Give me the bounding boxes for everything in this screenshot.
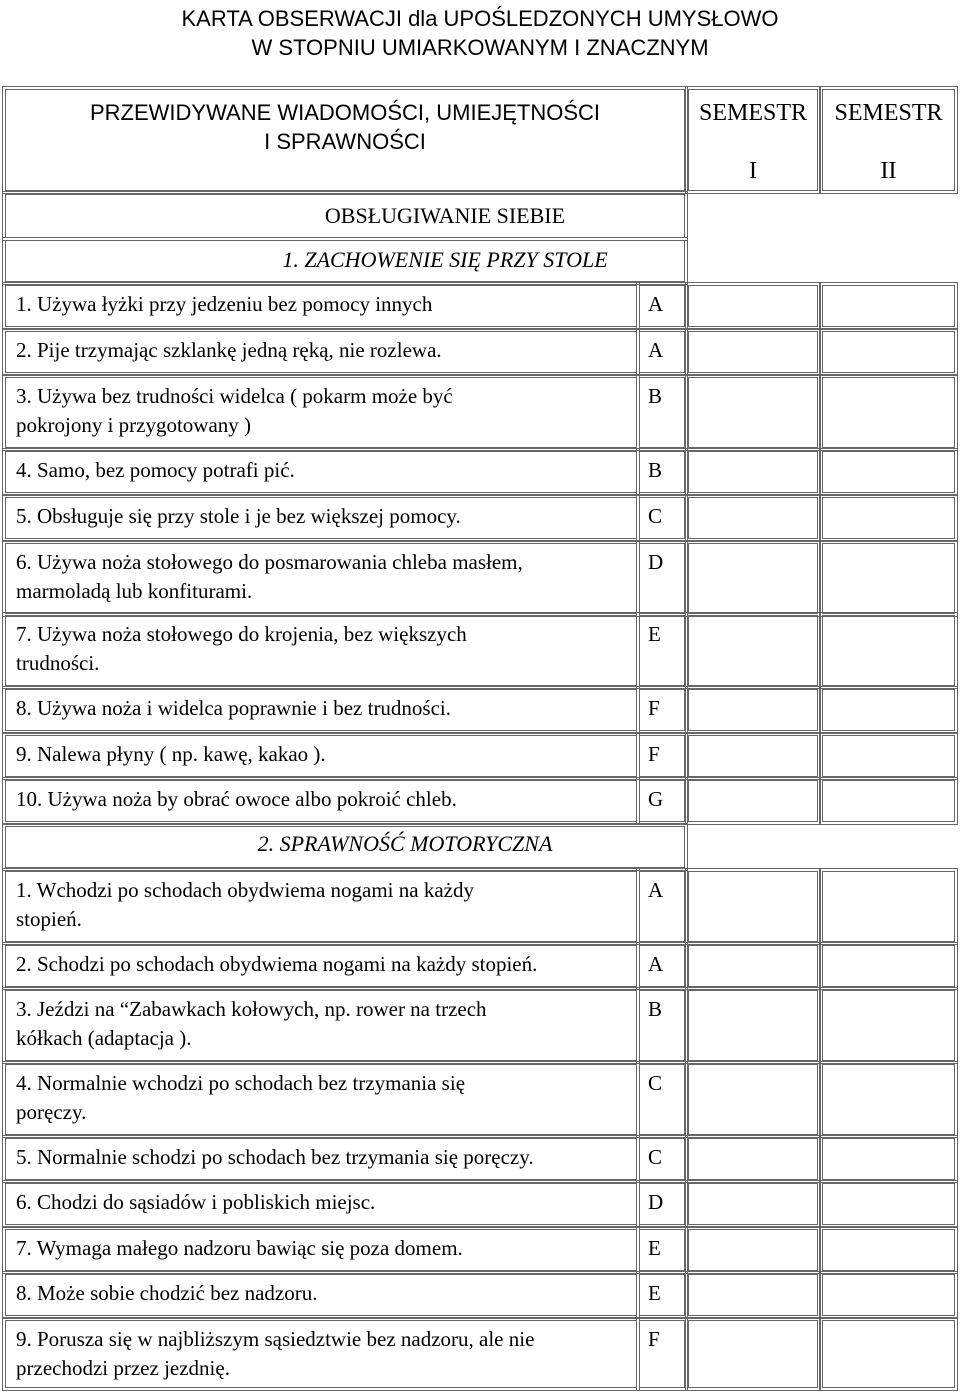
semester-2-checkbox-cell bbox=[822, 1183, 955, 1225]
semester-2-checkbox-cell bbox=[822, 945, 955, 987]
item-level-letter: F bbox=[639, 689, 685, 731]
subsection-2-heading: 2. SPRAWNOŚĆ MOTORYCZNA bbox=[257, 831, 553, 856]
semester-2-checkbox-cell bbox=[822, 615, 955, 686]
semester-1-checkbox-cell bbox=[688, 497, 818, 539]
item-row-text bbox=[5, 451, 637, 493]
semester-1-checkbox-cell bbox=[688, 735, 818, 777]
item-level-letter: E bbox=[639, 615, 685, 686]
subsection-1-heading: 1. ZACHOWENIE SIĘ PRZY STOLE bbox=[282, 247, 608, 272]
header-semester-1 bbox=[688, 89, 818, 191]
item-text-line-1: 3. Jeździ na “Zabawkach kołowych, np. rower na trzech bbox=[16, 997, 487, 1021]
item-text-line-1: 8. Używa noża i widelca poprawnie i bez trudności. bbox=[16, 696, 452, 720]
item-row-text bbox=[5, 615, 637, 686]
semester-1-label: SEMESTR bbox=[698, 100, 808, 126]
semester-1-checkbox-cell bbox=[688, 451, 818, 493]
item-text-line-1: 2. Schodzi po schodach obydwiema nogami na każdy stopień. bbox=[16, 952, 538, 976]
header-skills-line-2: I SPRAWNOŚCI bbox=[264, 129, 426, 154]
item-level-letter: A bbox=[639, 331, 685, 373]
semester-1-checkbox-cell bbox=[688, 990, 818, 1061]
semester-1-checkbox-cell bbox=[688, 689, 818, 731]
semester-2-checkbox-cell bbox=[822, 285, 955, 327]
item-level-letter: C bbox=[639, 1064, 685, 1135]
semester-1-checkbox-cell bbox=[688, 1320, 818, 1388]
item-row-text bbox=[5, 1138, 637, 1180]
item-text-line-2: poręczy. bbox=[16, 1100, 87, 1124]
semester-1-checkbox-cell bbox=[688, 543, 818, 614]
item-row-text bbox=[5, 1183, 637, 1225]
item-level-letter: B bbox=[639, 451, 685, 493]
item-text-line-1: 4. Samo, bez pomocy potrafi pić. bbox=[16, 458, 295, 482]
semester-1-checkbox-cell bbox=[688, 871, 818, 942]
semester-2-label: SEMESTR bbox=[834, 100, 943, 126]
semester-1-checkbox-cell bbox=[688, 285, 818, 327]
item-text-line-1: 1. Używa łyżki przy jedzeniu bez pomocy innych bbox=[16, 292, 433, 316]
item-level-letter: F bbox=[639, 1320, 685, 1388]
header-semester-2 bbox=[822, 89, 955, 191]
item-level-letter: B bbox=[639, 377, 685, 448]
title-line-2: W STOPNIU UMIARKOWANYM I ZNACZNYM bbox=[251, 35, 709, 60]
item-row-text bbox=[5, 1320, 637, 1388]
semester-2-checkbox-cell bbox=[822, 1064, 955, 1135]
item-row-text bbox=[5, 990, 637, 1061]
header-skills-cell bbox=[5, 89, 685, 191]
item-text-line-2: pokrojony i przygotowany ) bbox=[16, 413, 252, 437]
item-level-letter: A bbox=[639, 285, 685, 327]
item-level-letter: A bbox=[639, 945, 685, 987]
item-text-line-1: 9. Nalewa płyny ( np. kawę, kakao ). bbox=[16, 742, 326, 766]
item-row-text bbox=[5, 331, 637, 373]
item-level-letter: G bbox=[639, 780, 685, 822]
item-level-letter: E bbox=[639, 1274, 685, 1316]
semester-1-checkbox-cell bbox=[688, 1274, 818, 1316]
semester-2-checkbox-cell bbox=[822, 1320, 955, 1388]
item-row-text bbox=[5, 1274, 637, 1316]
item-text-line-1: 10. Używa noża by obrać owoce albo pokroić chleb. bbox=[16, 787, 457, 811]
item-text-line-2: kółkach (adaptacja ). bbox=[16, 1026, 192, 1050]
item-text-line-1: 8. Może sobie chodzić bez nadzoru. bbox=[16, 1281, 318, 1305]
item-row-text bbox=[5, 377, 637, 448]
item-text-line-2: przechodzi przez jezdnię. bbox=[16, 1356, 230, 1380]
item-text-line-1: 5. Obsługuje się przy stole i je bez większej pomocy. bbox=[16, 504, 461, 528]
semester-2-checkbox-cell bbox=[822, 1229, 955, 1271]
section-heading-row bbox=[5, 194, 685, 238]
item-level-letter: F bbox=[639, 735, 685, 777]
item-level-letter: A bbox=[639, 871, 685, 942]
item-text-line-2: stopień. bbox=[16, 907, 82, 931]
semester-1-checkbox-cell bbox=[688, 780, 818, 822]
item-level-letter: E bbox=[639, 1229, 685, 1271]
item-row-text bbox=[5, 1229, 637, 1271]
document-title bbox=[0, 4, 960, 62]
item-text-line-1: 3. Używa bez trudności widelca ( pokarm może być bbox=[16, 384, 453, 408]
title-line-1: KARTA OBSERWACJI dla UPOŚLEDZONYCH UMYSŁOWO bbox=[181, 6, 779, 31]
semester-1-checkbox-cell bbox=[688, 615, 818, 686]
item-text-line-1: 9. Porusza się w najbliższym sąsiedztwie bez nadzoru, ale nie bbox=[16, 1327, 535, 1351]
item-row-text bbox=[5, 871, 637, 942]
item-row-text bbox=[5, 1064, 637, 1135]
subsection-1-row bbox=[5, 240, 685, 282]
semester-1-checkbox-cell bbox=[688, 331, 818, 373]
item-row-text bbox=[5, 945, 637, 987]
item-row-text bbox=[5, 285, 637, 327]
item-text-line-1: 2. Pije trzymając szklankę jedną ręką, nie rozlewa. bbox=[16, 338, 442, 362]
semester-1-checkbox-cell bbox=[688, 1229, 818, 1271]
section-heading: OBSŁUGIWANIE SIEBIE bbox=[324, 203, 566, 228]
semester-2-checkbox-cell bbox=[822, 1138, 955, 1180]
item-text-line-1: 7. Używa noża stołowego do krojenia, bez większych bbox=[16, 622, 467, 646]
semester-2-checkbox-cell bbox=[822, 990, 955, 1061]
header-skills-line-1: PRZEWIDYWANE WIADOMOŚCI, UMIEJĘTNOŚCI bbox=[89, 100, 601, 125]
semester-1-checkbox-cell bbox=[688, 1138, 818, 1180]
item-text-line-1: 1. Wchodzi po schodach obydwiema nogami na każdy bbox=[16, 878, 474, 902]
subsection-2-row bbox=[5, 826, 685, 868]
item-text-line-2: marmoladą lub konfiturami. bbox=[16, 579, 253, 603]
semester-2-number: II bbox=[880, 158, 897, 184]
semester-1-checkbox-cell bbox=[688, 945, 818, 987]
item-row-text bbox=[5, 735, 637, 777]
semester-2-checkbox-cell bbox=[822, 377, 955, 448]
semester-2-checkbox-cell bbox=[822, 1274, 955, 1316]
item-text-line-1: 4. Normalnie wchodzi po schodach bez trzymania się bbox=[16, 1071, 466, 1095]
item-level-letter: C bbox=[639, 1138, 685, 1180]
item-level-letter: D bbox=[639, 543, 685, 614]
semester-2-checkbox-cell bbox=[822, 735, 955, 777]
semester-1-checkbox-cell bbox=[688, 1183, 818, 1225]
semester-1-number: I bbox=[749, 158, 757, 184]
semester-2-checkbox-cell bbox=[822, 689, 955, 731]
semester-2-checkbox-cell bbox=[822, 543, 955, 614]
item-text-line-2: trudności. bbox=[16, 651, 100, 675]
item-level-letter: B bbox=[639, 990, 685, 1061]
item-text-line-1: 7. Wymaga małego nadzoru bawiąc się poza domem. bbox=[16, 1236, 463, 1260]
item-text-line-1: 6. Chodzi do sąsiadów i pobliskich miejsc. bbox=[16, 1190, 376, 1214]
item-text-line-1: 6. Używa noża stołowego do posmarowania chleba masłem, bbox=[16, 550, 523, 574]
semester-2-checkbox-cell bbox=[822, 331, 955, 373]
semester-2-checkbox-cell bbox=[822, 497, 955, 539]
item-row-text bbox=[5, 689, 637, 731]
item-row-text bbox=[5, 780, 637, 822]
item-level-letter: D bbox=[639, 1183, 685, 1225]
item-row-text bbox=[5, 543, 637, 614]
semester-1-checkbox-cell bbox=[688, 377, 818, 448]
item-text-line-1: 5. Normalnie schodzi po schodach bez trzymania się poręczy. bbox=[16, 1145, 534, 1169]
semester-2-checkbox-cell bbox=[822, 780, 955, 822]
semester-2-checkbox-cell bbox=[822, 871, 955, 942]
item-level-letter: C bbox=[639, 497, 685, 539]
item-row-text bbox=[5, 497, 637, 539]
semester-2-checkbox-cell bbox=[822, 451, 955, 493]
semester-1-checkbox-cell bbox=[688, 1064, 818, 1135]
